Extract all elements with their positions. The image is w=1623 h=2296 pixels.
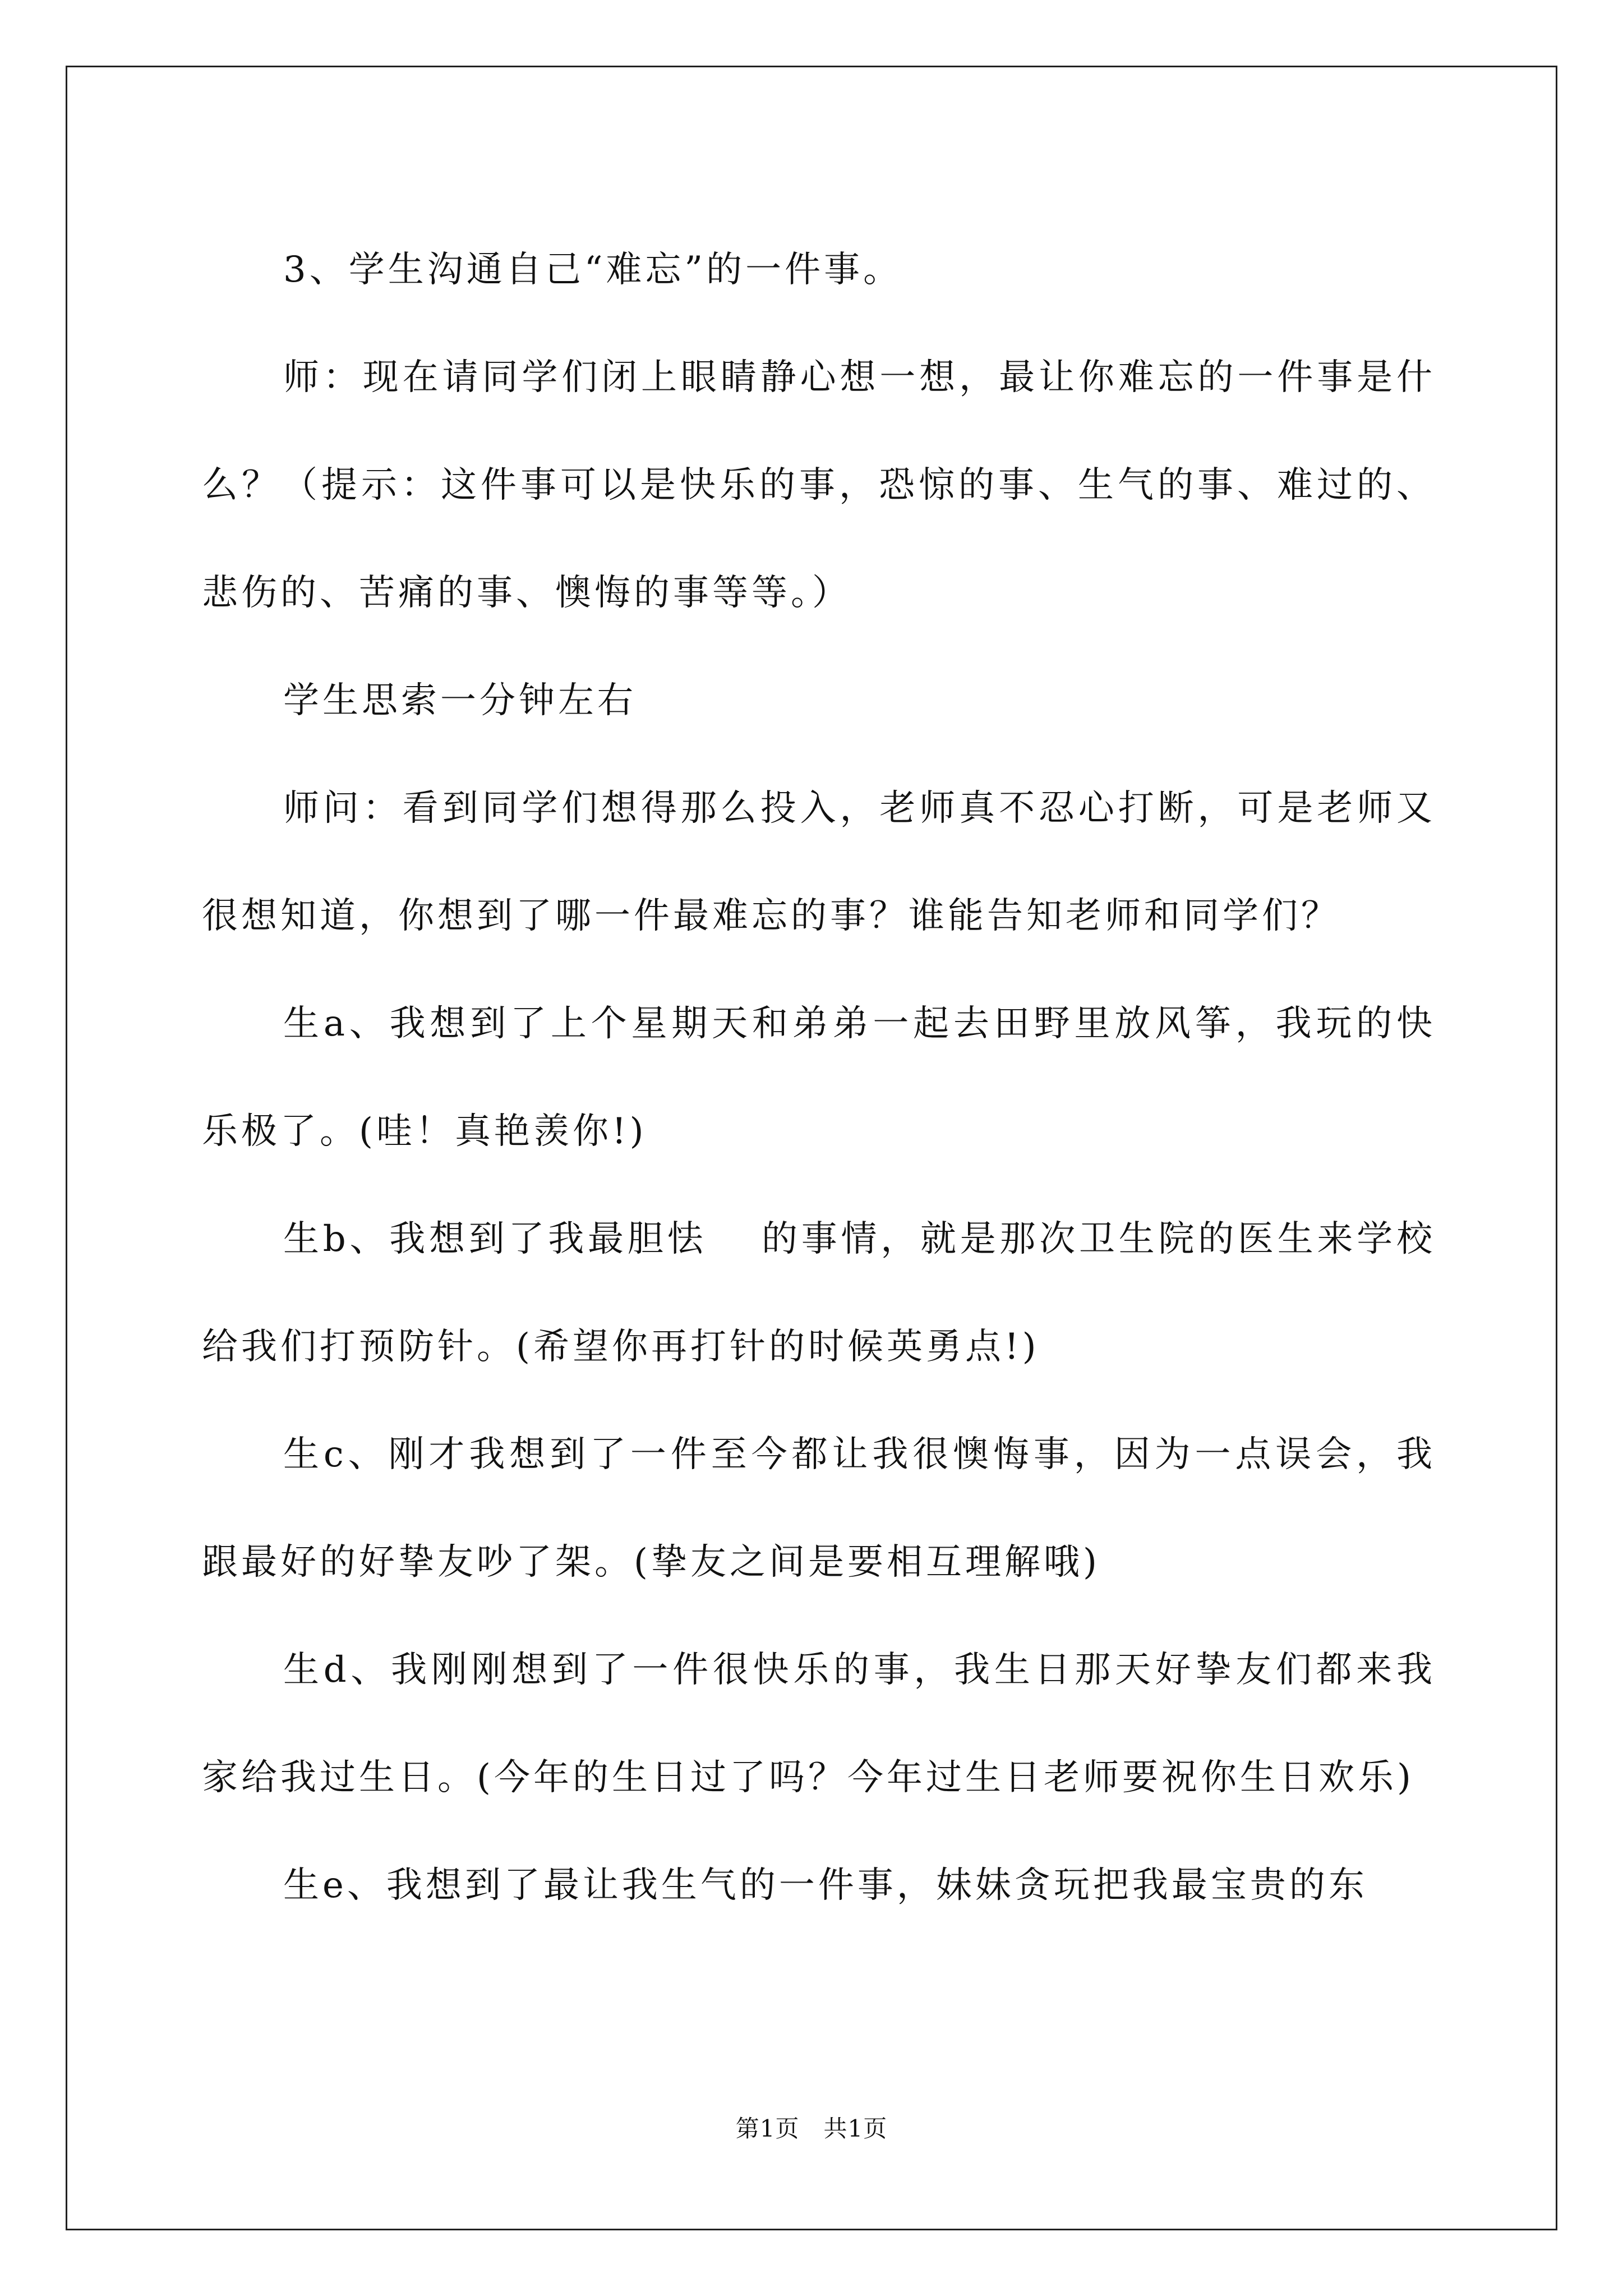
paragraph: 生b、我想到了我最胆怯 的事情，就是那次卫生院的医生来学校给我们打预防针。(希望你再打针的时候英勇点!)	[202, 1218, 1436, 1368]
paragraph: 师：现在请同学们闭上眼睛静心想一想，最让你难忘的一件事是什么？（提示：这件事可以是快乐的事，恐惊的事、生气的事、难过的、悲伤的、苦痛的事、懊悔的事等等。）	[202, 357, 1436, 614]
paragraph: 生a、我想到了上个星期天和弟弟一起去田野里放风筝，我玩的快乐极了。(哇！真艳羡你!)	[202, 1003, 1436, 1152]
paragraph: 生e、我想到了最让我生气的一件事，妹妹贪玩把我最宝贵的东	[283, 1865, 1368, 1906]
paragraph: 3、学生沟通自己“难忘”的一件事。	[283, 249, 903, 291]
paragraph: 生c、刚才我想到了一件至今都让我很懊悔事，因为一点误会，我跟最好的好挚友吵了架。(挚友之间是要相互理解哦)	[202, 1434, 1436, 1583]
paragraph: 学生思索一分钟左右	[283, 680, 637, 721]
page-footer: 第1页 共1页	[735, 2115, 888, 2142]
paragraph: 师问：看到同学们想得那么投入，老师真不忍心打断，可是老师又很想知道，你想到了哪一件最难忘的事？谁能告知老师和同学们？	[202, 788, 1436, 937]
paragraph: 生d、我刚刚想到了一件很快乐的事，我生日那天好挚友们都来我家给我过生日。(今年的生日过了吗？今年过生日老师要祝你生日欢乐)	[202, 1649, 1436, 1798]
document-body	[202, 216, 1436, 1939]
